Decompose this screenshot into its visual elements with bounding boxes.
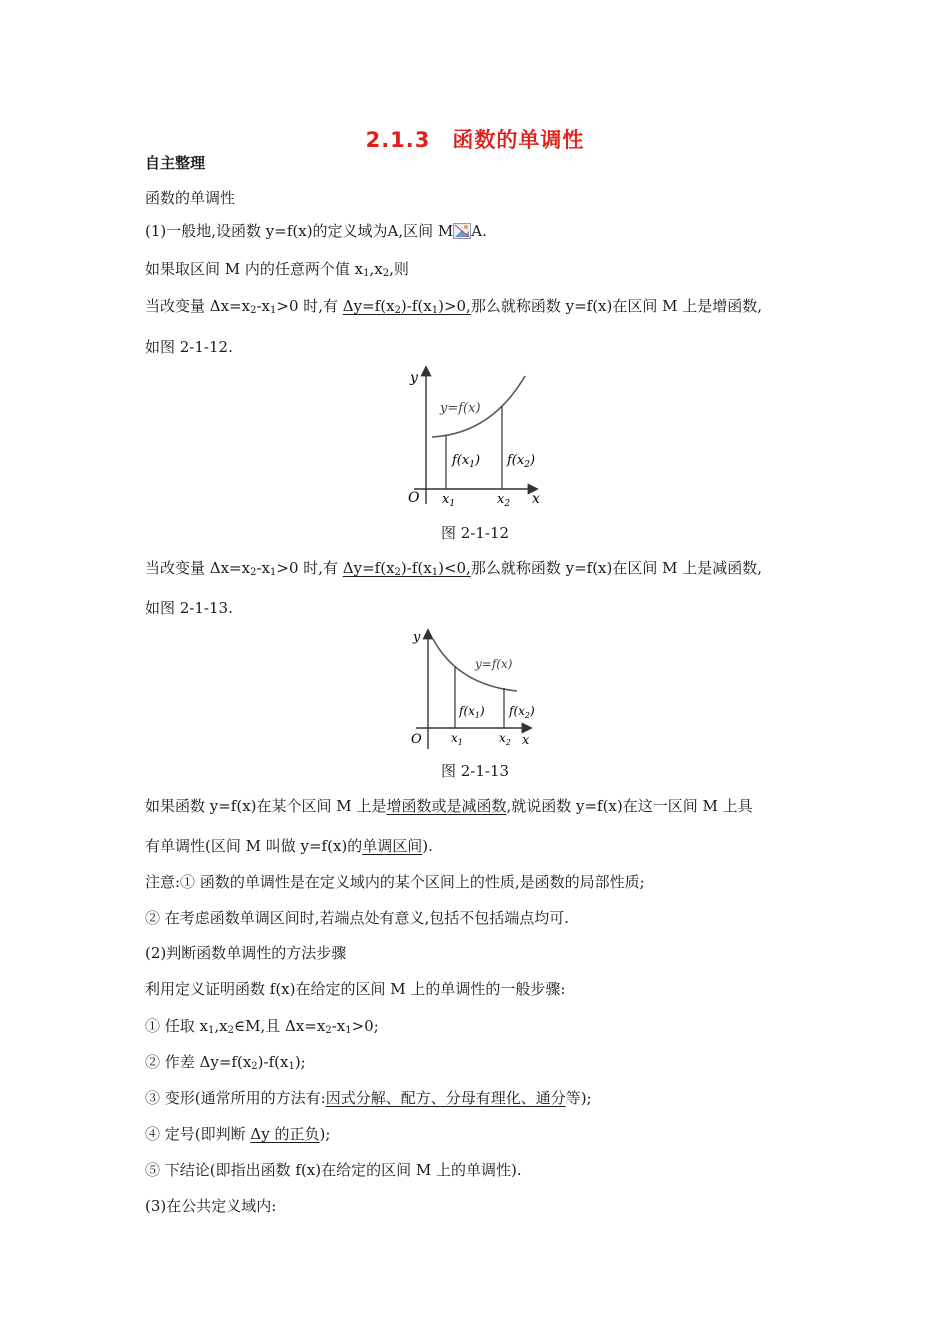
- figure-increasing-function: [396, 362, 556, 507]
- page-title: 2.1.3 函数的单调性: [365, 128, 585, 152]
- paragraph-see-figure-12: 如图 2-1-12.: [145, 338, 233, 356]
- x1-tick-label: $x_1$: [442, 492, 456, 507]
- figure-13-caption: 图 2-1-13: [440, 762, 510, 780]
- x1-tick-label: $x_1$: [451, 731, 463, 747]
- underlined-monotonic-interval: 单调区间: [362, 837, 423, 855]
- section-heading: 自主整理: [145, 154, 206, 172]
- paragraph-increasing-definition: 当改变量 $\Delta x=x_2-x_1>0$ 时,有 $\Delta y=f(x_2)-f(x_1)>0$,那么就称函数 y=f(x)在区间 M 上是增函数,: [145, 297, 763, 316]
- fx1-label: $f(x_1)$: [452, 453, 481, 470]
- origin-label: O: [408, 490, 420, 506]
- paragraph-monotonic-interval: 有单调性(区间 M 叫做 y=f(x)的单调区间).: [145, 837, 433, 855]
- y-axis-label: y: [413, 630, 421, 645]
- x2-tick-label: $x_2$: [499, 731, 511, 747]
- paragraph-take-two-values: 如果取区间 M 内的任意两个值 $x_1,x_2$,则: [145, 260, 409, 279]
- step-5: ⑤ 下结论(即指出函数 f(x)在给定的区间 M 上的单调性).: [145, 1161, 522, 1179]
- topic-heading: 函数的单调性: [145, 189, 236, 207]
- fx1-label: $f(x_1)$: [459, 704, 485, 720]
- paragraph-decreasing-definition: 当改变量 $\Delta x=x_2-x_1>0$ 时,有 $\Delta y=f(x_2)-f(x_1)<0$,那么就称函数 y=f(x)在区间 M 上是减函数,: [145, 559, 763, 578]
- note-1: 注意:① 函数的单调性是在定义域内的某个区间上的性质,是函数的局部性质;: [145, 873, 645, 891]
- figure-12-caption: 图 2-1-12: [440, 524, 510, 542]
- x2-tick-label: $x_2$: [497, 492, 511, 507]
- x-axis-label: x: [522, 733, 530, 748]
- underlined-sign-of-delta-y: Δy 的正负: [250, 1125, 320, 1143]
- paragraph-definition-intro: (1)一般地,设函数 y=f(x)的定义域为A,区间 M A.: [145, 222, 487, 240]
- paragraph-proof-steps-intro: 利用定义证明函数 f(x)在给定的区间 M 上的单调性的一般步骤:: [145, 980, 566, 998]
- x-axis-label: x: [532, 491, 540, 507]
- underlined-condition-increasing: $\Delta y=f(x_2)-f(x_1)>0$,: [342, 297, 471, 316]
- subset-symbol-image-icon: [453, 223, 471, 239]
- paragraph-method-steps-heading: (2)判断函数单调性的方法步骤: [145, 944, 347, 962]
- step-3: ③ 变形(通常所用的方法有:因式分解、配方、分母有理化、通分等);: [145, 1089, 592, 1107]
- step-4: ④ 定号(即判断 Δy 的正负);: [145, 1125, 331, 1143]
- note-2: ② 在考虑函数单调区间时,若端点处有意义,包括不包括端点均可.: [145, 909, 570, 927]
- underlined-increasing-or-decreasing: 增函数或是减函数: [386, 797, 507, 815]
- step-2: ② 作差 $\Delta y=f(x_2)-f(x_1)$;: [145, 1053, 306, 1072]
- step-1: ① 任取 $x_1,x_2\in M$,且 $\Delta x=x_2-x_1>0$;: [145, 1017, 379, 1036]
- paragraph-see-figure-13: 如图 2-1-13.: [145, 599, 233, 617]
- underlined-transform-methods: 因式分解、配方、分母有理化、通分: [325, 1089, 566, 1107]
- curve-label: y=f(x): [475, 657, 513, 671]
- paragraph-monotonic-definition: 如果函数 y=f(x)在某个区间 M 上是增函数或是减函数,就说函数 y=f(x)在这一区间 M 上具: [145, 797, 753, 815]
- origin-label: O: [411, 732, 422, 747]
- y-axis-label: y: [410, 370, 418, 386]
- fx2-label: $f(x_2)$: [507, 453, 536, 470]
- paragraph-common-domain: (3)在公共定义域内:: [145, 1197, 277, 1215]
- fx2-label: $f(x_2)$: [509, 704, 535, 720]
- figure-decreasing-function: [400, 627, 545, 752]
- underlined-condition-decreasing: $\Delta y=f(x_2)-f(x_1)<0$,: [342, 559, 471, 578]
- curve-label: y=f(x): [440, 401, 481, 416]
